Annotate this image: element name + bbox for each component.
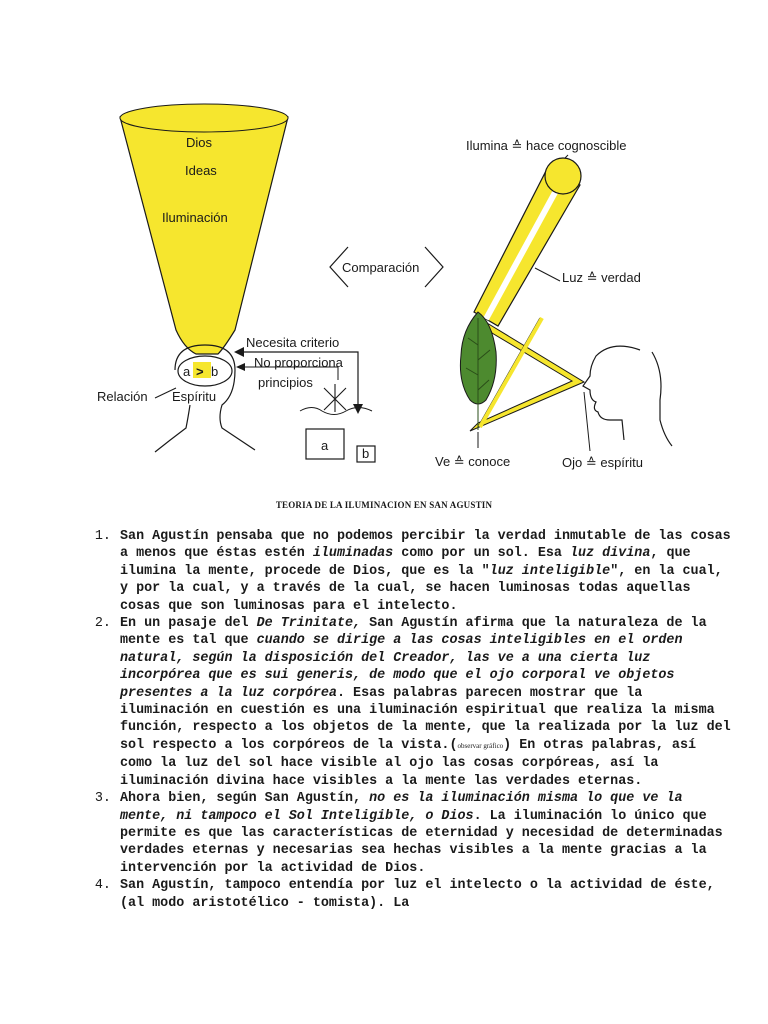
label-luz: Luz ≙ verdad <box>562 270 641 285</box>
italic-span: cuando se dirige a las cosas inteligibles en el orden natural, según la disposición del Creador, las ve a una cierta luz incorpórea que es sui generis, de modo que el ojo corporal ve objetos presentes a la luz corpórea <box>120 633 683 701</box>
label-ilumina: Ilumina ≙ hace cognoscible <box>466 138 627 153</box>
face-profile <box>583 346 672 446</box>
wavy-line <box>300 408 372 415</box>
italic-span: iluminadas <box>312 546 394 562</box>
criterion-arrowhead-left <box>234 347 244 357</box>
label-principios: principios <box>258 375 313 390</box>
list-item <box>119 790 736 877</box>
italic-span: De Trinitate, <box>256 616 362 632</box>
numbered-list <box>96 528 736 912</box>
criterion-arrowhead-down <box>353 404 363 414</box>
label-a: a <box>183 364 191 379</box>
text-span: Ahora bien, según San Agustín, <box>120 791 370 807</box>
label-espiritu: Espíritu <box>172 389 217 404</box>
cross-mark <box>324 384 346 412</box>
list-item <box>119 877 736 912</box>
label-no-proporciona: No proporciona <box>254 355 343 370</box>
label-ve: Ve ≙ conoce <box>435 454 511 469</box>
text-span: . La iluminación lo único que permite es que las características de eternidad y necesidad de determinadas verdades eternas y necesarias sea hechas visibles a la mente gracias a la intervención por la actividad de Dios. <box>120 808 723 876</box>
text-body <box>96 528 736 912</box>
sun <box>545 158 581 194</box>
italic-span: no es la iluminación misma lo que ve la mente, ni tampoco el Sol Inteligible, o Dios <box>120 791 683 824</box>
label-gt: > <box>196 364 204 379</box>
label-b: b <box>211 364 219 379</box>
beam-center <box>486 176 564 319</box>
label-relacion: Relación <box>97 389 148 404</box>
label-ideas: Ideas <box>185 163 217 178</box>
illumination-diagram <box>0 0 768 500</box>
list-item <box>119 528 736 615</box>
light-pointer <box>535 268 560 281</box>
text-span: San Agustín, tampoco entendía por luz el intelecto o la actividad de éste, (al modo aristotélico - tomista). La <box>120 878 715 911</box>
text-span: En un pasaje del <box>120 616 257 632</box>
small-note: observar gráfico <box>457 741 504 750</box>
italic-span: luz inteligible <box>489 563 611 579</box>
text-span: ", en la cual, y por la cual, y a través de la cual, se hacen luminosas todas aquellas cosas que son luminosas para el intelecto. <box>120 563 723 614</box>
text-span: , que ilumina la mente, procede de Dios, que es la " <box>120 546 691 579</box>
italic-span: luz divina <box>570 546 651 562</box>
label-necesita: Necesita criterio <box>246 335 340 350</box>
list-item <box>119 615 736 790</box>
text-span: San Agustín pensaba que no podemos percibir la verdad inmutable de las cosas a menos que éstas estén <box>120 529 731 562</box>
label-box-b: b <box>362 446 370 461</box>
label-dios: Dios <box>186 135 213 150</box>
figure-caption: TEORIA DE LA ILUMINACION EN SAN AGUSTIN <box>275 500 493 510</box>
eye-pointer <box>584 392 590 451</box>
principles-arrowhead <box>236 363 245 371</box>
label-ojo: Ojo ≙ espíritu <box>562 455 643 470</box>
funnel-top <box>120 104 288 132</box>
text-span: San Agustín afirma que la naturaleza de la mente es tal que <box>120 616 707 649</box>
text-span: ) En otras palabras, así como la luz del sol hace visible al ojo las cosas corpóreas, así la iluminación divina hace visibles a la mente las verdades eternas. <box>120 737 697 789</box>
text-span: como por un sol. Esa <box>393 546 571 562</box>
label-iluminacion: Iluminación <box>162 210 228 225</box>
label-box-a: a <box>321 438 329 453</box>
label-comparacion: Comparación <box>342 260 420 275</box>
text-span: . Esas palabras parecen mostrar que la iluminación en cuestión es una iluminación espiritual que realiza la misma función, respecto a los objetos de la mente, que la realizada por la luz del sol respecto a los corpóreos de la vista.( <box>120 685 731 753</box>
